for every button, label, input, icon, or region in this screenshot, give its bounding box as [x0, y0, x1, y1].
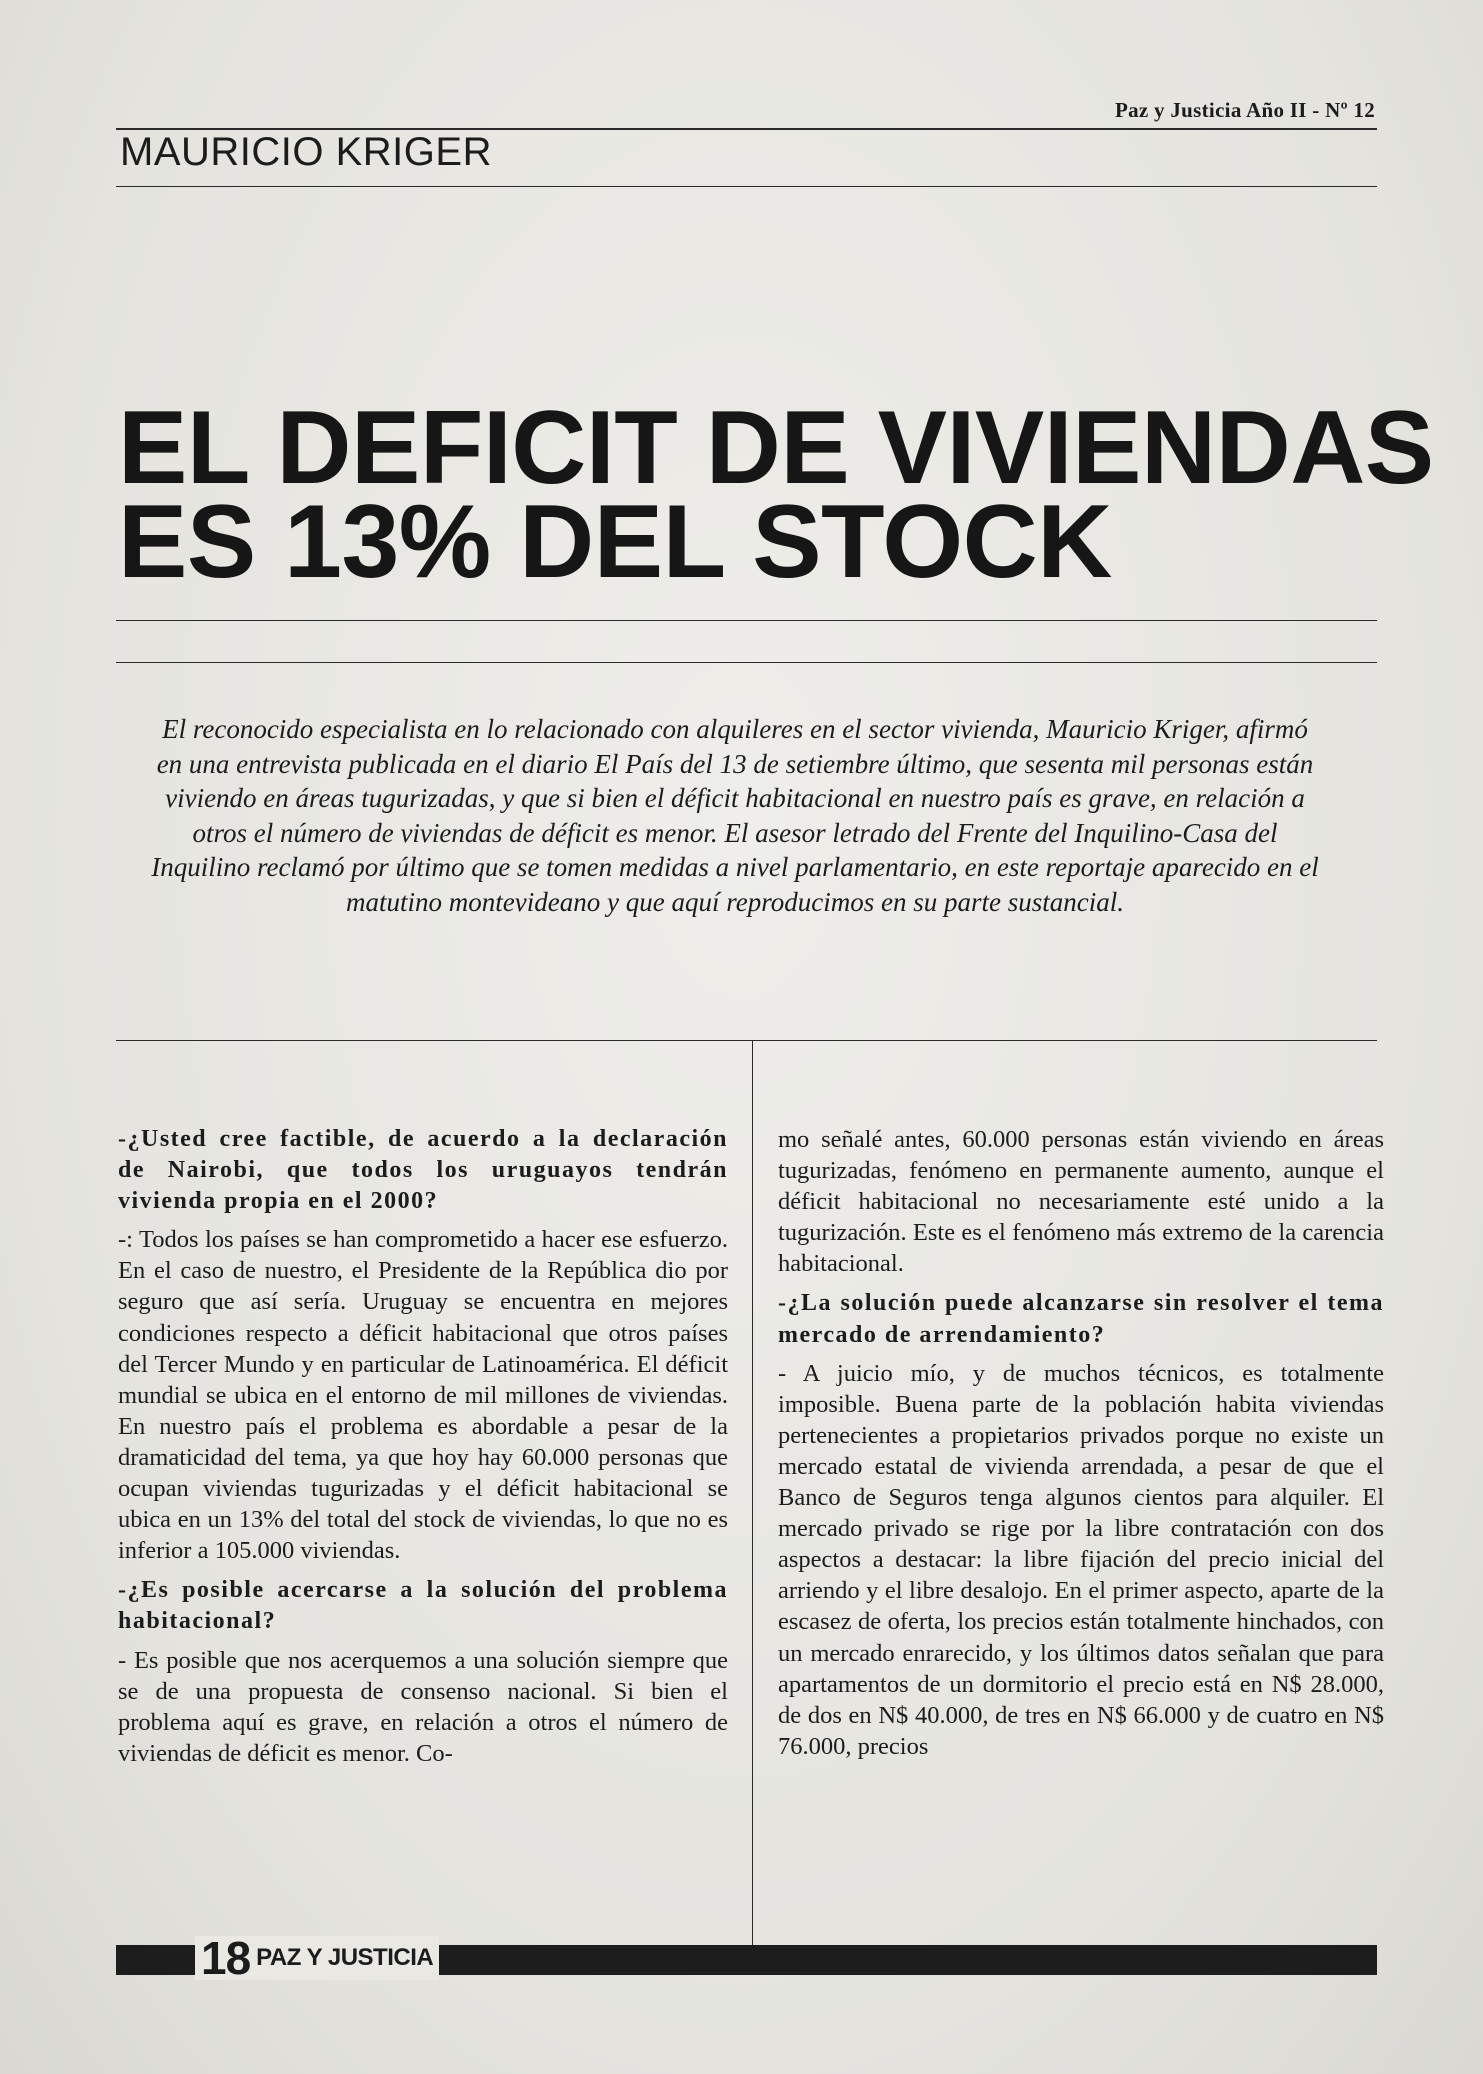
column-divider [752, 1040, 753, 1972]
lead-paragraph: El reconocido especialista en lo relacionado con alquileres en el sector vivienda, Mauricio Kriger, afirmó en una entrevista publicada en el diario El País del 13 de setiembre último, que sesenta mil personas están viviendo en áreas tugurizadas, y que si bien el déficit habitacional en nuestro país es grave, en relación a otros el número de viviendas de déficit es menor. El asesor letrado del Frente del Inquilino-Casa del Inquilino reclamó por último que se tomen medidas a nivel parlamentario, en este reportaje aparecido en el matutino montevideano y que aquí reproducimos en su parte sustancial. [151, 714, 1319, 917]
author-rule [116, 186, 1377, 187]
author-name: MAURICIO KRIGER [120, 130, 492, 174]
question-1: -¿Usted cree factible, de acuerdo a la declaración de Nairobi, que todos los uruguayos tendrán vivienda propia en el 2000? [118, 1126, 728, 1215]
headline-rule-bottom [116, 662, 1377, 663]
body-rule [116, 1040, 1377, 1041]
right-column [778, 1124, 1384, 1771]
magazine-name: PAZ Y JUSTICIA [256, 1944, 434, 1971]
answer-1: -: Todos los países se han comprometido a hacer ese esfuerzo. En el caso de nuestro, el Presidente de la República dio por seguro que así sería. Uruguay se encuentra en mejores condiciones respecto a déficit habitacional que otros países del Tercer Mundo y en particular de Latinoamérica. El déficit mundial se ubica en el entorno de mil millones de viviendas. En nuestro país el problema es abordable a pesar de la dramaticidad del tema, ya que hoy hay 60.000 personas que ocupan viviendas tugurizadas y el déficit habitacional se ubica en un 13% del total del stock de viviendas, lo que no es inferior a 105.000 viviendas. [118, 1226, 728, 1565]
answer-2-continued: mo señalé antes, 60.000 personas están viviendo en áreas tugurizadas, fenómeno en permanente aumento, aunque el déficit habitacional no necesariamente esté unido a la tugurización. Este es el fenómeno más extremo de la carencia habitacional. [778, 1126, 1384, 1278]
headline-line-1: EL DEFICIT DE VIVIENDAS [118, 390, 1434, 506]
answer-2: - Es posible que nos acerquemos a una solución siempre que se de una propuesta de consenso nacional. Si bien el problema aquí es grave, en relación a otros el número de viviendas de déficit es menor. Co- [118, 1646, 728, 1767]
answer-3: - A juicio mío, y de muchos técnicos, es totalmente imposible. Buena parte de la población habita viviendas pertenecientes a propietarios privados porque no existe un mercado estatal de vivienda arrendada, a pesar de que el Banco de Seguros tenga algunos cientos para alquiler. El mercado privado se rige por la libre contratación con dos aspectos a destacar: la libre fijación del precio inicial del arriendo y el libre desalojo. En el primer aspecto, aparte de la escasez de oferta, los precios están totalmente hinchados, con un mercado enrarecido, y los últimos datos señalan que para apartamentos de un dormitorio el precio está en N$ 28.000, de dos en N$ 40.000, de tres en N$ 66.000 y de cuatro en N$ 76.000, precios [778, 1359, 1384, 1760]
headline-line-2: ES 13% DEL STOCK [118, 483, 1112, 600]
question-3: -¿La solución puede alcanzarse sin resolver el tema mercado de arrendamiento? [778, 1290, 1384, 1348]
page-number: 18 [201, 1932, 251, 1984]
footer-label [195, 1932, 439, 1984]
headline [118, 390, 1434, 600]
running-header: Paz y Justicia Año II - Nº 12 [1114, 98, 1375, 122]
question-2: -¿Es posible acercarse a la solución del problema habitacional? [118, 1577, 728, 1635]
left-column [118, 1124, 728, 1778]
headline-rule-top [116, 620, 1377, 621]
